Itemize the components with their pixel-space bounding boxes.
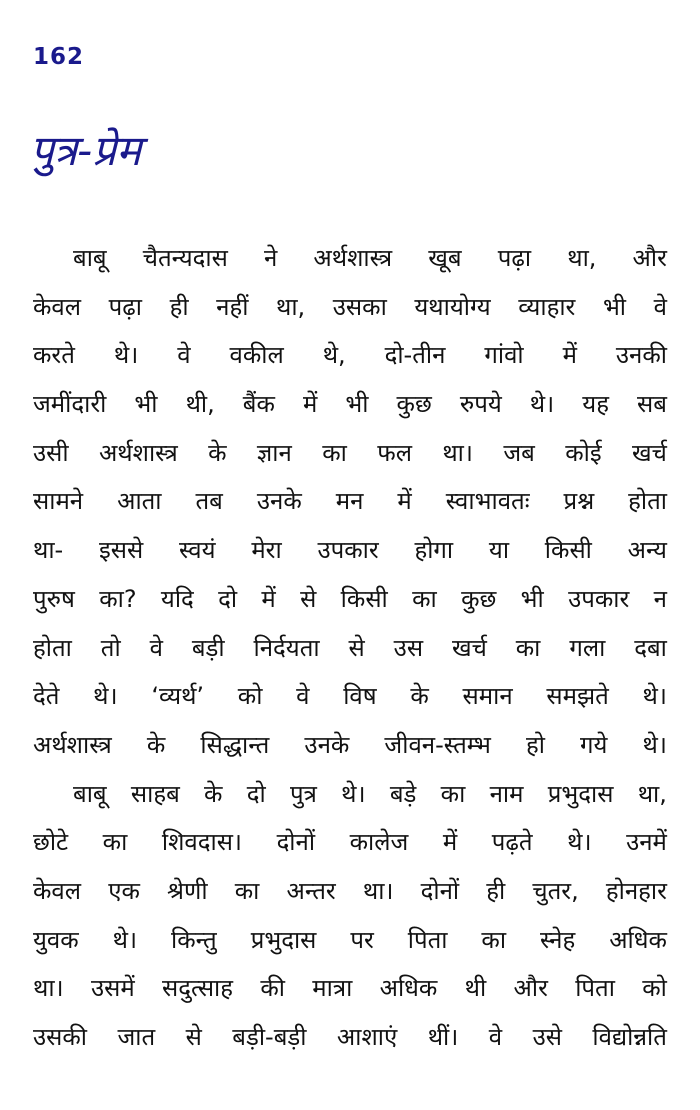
text-line	[33, 477, 667, 526]
text-line	[33, 1013, 667, 1062]
word: फल	[377, 438, 412, 467]
word: विद्योन्नति	[592, 1023, 667, 1051]
word: आता	[117, 487, 162, 516]
word: से	[348, 633, 365, 662]
word: को	[642, 974, 667, 1003]
word: तब	[195, 487, 223, 516]
text-line	[33, 867, 667, 916]
text-line	[33, 672, 667, 721]
word: दो	[246, 779, 266, 808]
word: पिता	[407, 925, 448, 954]
word: था।	[442, 438, 473, 467]
text-line	[33, 380, 667, 429]
word: ही	[169, 292, 189, 321]
word: तो	[100, 633, 121, 662]
word: का	[515, 633, 541, 662]
word: के	[146, 730, 166, 759]
word: उसमें	[90, 974, 135, 1003]
word: की	[260, 974, 285, 1003]
word: पढ़ते	[491, 828, 533, 857]
word: वे	[488, 1023, 503, 1051]
word: का	[102, 828, 128, 857]
word: दोनों	[276, 828, 316, 857]
word: बड़े	[389, 779, 417, 808]
word: थे।	[529, 390, 555, 419]
page-number: 162	[33, 44, 85, 70]
word: व्याहार	[518, 292, 576, 321]
word: हो	[525, 730, 545, 759]
word: वे	[653, 292, 667, 321]
word: था,	[637, 779, 667, 808]
chapter-title: पुत्र-प्रेम	[30, 126, 142, 175]
text-line	[33, 624, 667, 673]
word: गांवो	[484, 341, 524, 370]
word: ज्ञान	[256, 438, 292, 467]
word: केवल	[33, 292, 82, 321]
word: कुछ	[461, 584, 497, 613]
word: यह	[582, 390, 609, 419]
word: जीवन-स्तम्भ	[384, 730, 491, 759]
word: भी	[134, 390, 158, 419]
word: नहीं	[216, 292, 249, 321]
word: भी	[345, 390, 369, 419]
word: रुपये	[459, 390, 502, 419]
word: श्रेणी	[167, 876, 208, 905]
text-line	[33, 721, 667, 770]
text-line	[33, 331, 667, 380]
word: जात	[117, 1023, 156, 1051]
word: सिद्धान्त	[200, 730, 270, 759]
word: था।	[33, 974, 64, 1003]
word: का?	[99, 584, 137, 613]
word: थे।	[113, 341, 139, 370]
word: था,	[567, 244, 597, 272]
text-line	[33, 234, 667, 283]
word: वे	[149, 633, 163, 662]
word: वकील	[229, 341, 284, 370]
word: ने	[263, 244, 278, 272]
word: खर्च	[632, 438, 667, 467]
word: या	[488, 536, 510, 565]
word: था,	[276, 292, 306, 321]
word: उनमें	[626, 828, 667, 857]
word: पढ़ा	[497, 244, 532, 272]
word: में	[261, 584, 276, 613]
word: साहब	[130, 779, 180, 808]
text-line	[33, 964, 667, 1013]
word: एक	[108, 876, 140, 905]
word: कुछ	[396, 390, 432, 419]
word: स्वयं	[178, 536, 216, 565]
word: पुत्र	[289, 779, 317, 808]
word: को	[237, 682, 263, 711]
word: बड़ी	[191, 633, 225, 662]
word: का	[234, 876, 260, 905]
text-line	[33, 770, 667, 819]
word: सदुत्साह	[161, 974, 234, 1003]
word: थे।	[642, 730, 667, 759]
word: उसकी	[33, 1023, 88, 1051]
word: न	[653, 584, 667, 613]
word: शिवदास।	[161, 828, 243, 857]
word: में	[302, 390, 318, 419]
word: स्वाभावतः	[445, 487, 530, 516]
text-line	[33, 818, 667, 867]
word: केवल	[33, 876, 82, 905]
word: चुतर,	[532, 876, 579, 905]
word: उसे	[532, 1023, 562, 1051]
word: दोनों	[420, 876, 460, 905]
word: यदि	[160, 584, 194, 613]
word: अन्तर	[286, 876, 336, 905]
word: उनके	[256, 487, 302, 516]
word: उसका	[332, 292, 387, 321]
text-line	[33, 526, 667, 575]
word: थे।	[112, 925, 138, 954]
word: उनके	[304, 730, 350, 759]
word: थे।	[567, 828, 592, 857]
word: का	[412, 584, 437, 613]
word: था-	[33, 536, 64, 565]
word: समान	[462, 682, 513, 711]
word: स्नेह	[540, 925, 576, 954]
word: में	[397, 487, 412, 516]
word: कोई	[565, 438, 602, 467]
word: थे।	[93, 682, 118, 711]
word: थी	[464, 974, 487, 1003]
word: अर्थशास्त्र	[98, 438, 178, 467]
word: थे।	[341, 779, 366, 808]
word: उनकी	[615, 341, 667, 370]
word: थीं।	[427, 1023, 459, 1051]
word: किसी	[544, 536, 592, 565]
word: ही	[486, 876, 506, 905]
word: जब	[503, 438, 535, 467]
word: देते	[33, 682, 60, 711]
word: सामने	[33, 487, 84, 516]
word: अधिक	[379, 974, 438, 1003]
word: अधिक	[609, 925, 667, 954]
word: आशाएं	[336, 1023, 398, 1051]
word: मेरा	[251, 536, 282, 565]
word: था।	[362, 876, 394, 905]
text-line	[33, 575, 667, 624]
word: का	[440, 779, 466, 808]
word: बैंक	[242, 390, 275, 419]
word: के	[204, 779, 223, 808]
word: इससे	[98, 536, 144, 565]
word: थे।	[642, 682, 667, 711]
word: जमींदारी	[33, 390, 107, 419]
word: भी	[602, 292, 627, 321]
word: पिता	[575, 974, 615, 1003]
word: होनहार	[605, 876, 667, 905]
word: भी	[520, 584, 544, 613]
word: में	[442, 828, 458, 857]
word: और	[632, 244, 667, 272]
word: निर्दयता	[253, 633, 320, 662]
word: समझते	[546, 682, 609, 711]
word: दो-तीन	[384, 341, 446, 370]
word: खर्च	[451, 633, 487, 662]
word: पर	[350, 925, 374, 954]
word: कालेज	[349, 828, 409, 857]
word: उसी	[33, 438, 69, 467]
word: युवक	[33, 925, 79, 954]
word: पुरुष	[33, 584, 75, 613]
word: उपकार	[317, 536, 379, 565]
text-line	[33, 283, 667, 332]
word: थे,	[322, 341, 346, 370]
word: होगा	[414, 536, 454, 565]
word: मन	[335, 487, 364, 516]
word: गला	[569, 633, 606, 662]
word: प्रभुदास	[547, 779, 614, 808]
word: यथायोग्य	[414, 292, 491, 321]
word: उपकार	[568, 584, 630, 613]
story-body	[33, 234, 667, 1062]
word: होता	[628, 487, 667, 516]
word: थी,	[185, 390, 215, 419]
word: बाबू	[73, 244, 107, 272]
word: से	[300, 584, 317, 613]
text-line	[33, 429, 667, 478]
word: में	[562, 341, 577, 370]
word: प्रभुदास	[250, 925, 317, 954]
word: गये	[580, 730, 608, 759]
word: के	[208, 438, 227, 467]
word: करते	[33, 341, 75, 370]
word: नाम	[489, 779, 524, 808]
word: अर्थशास्त्र	[313, 244, 393, 272]
word: किसी	[340, 584, 388, 613]
word: का	[481, 925, 507, 954]
word: किन्तु	[171, 925, 217, 954]
word: होता	[33, 633, 72, 662]
word: बाबू	[73, 779, 107, 808]
word: और	[513, 974, 548, 1003]
word: छोटे	[33, 828, 69, 857]
word: अर्थशास्त्र	[33, 730, 112, 759]
word: मात्रा	[312, 974, 353, 1003]
word: अन्य	[627, 536, 667, 565]
word: वे	[177, 341, 191, 370]
word: प्रश्न	[563, 487, 595, 516]
word: से	[185, 1023, 202, 1051]
word: उस	[393, 633, 424, 662]
text-line	[33, 916, 667, 965]
word: विष	[343, 682, 377, 711]
word: ‘व्यर्थ’	[151, 682, 205, 711]
word: के	[410, 682, 429, 711]
word: वे	[296, 682, 310, 711]
word: दबा	[634, 633, 667, 662]
word: दो	[218, 584, 238, 613]
word: चैतन्यदास	[142, 244, 228, 272]
word: का	[322, 438, 347, 467]
word: बड़ी-बड़ी	[232, 1023, 307, 1051]
word: पढ़ा	[108, 292, 143, 321]
word: सब	[637, 390, 667, 419]
word: खूब	[428, 244, 462, 272]
